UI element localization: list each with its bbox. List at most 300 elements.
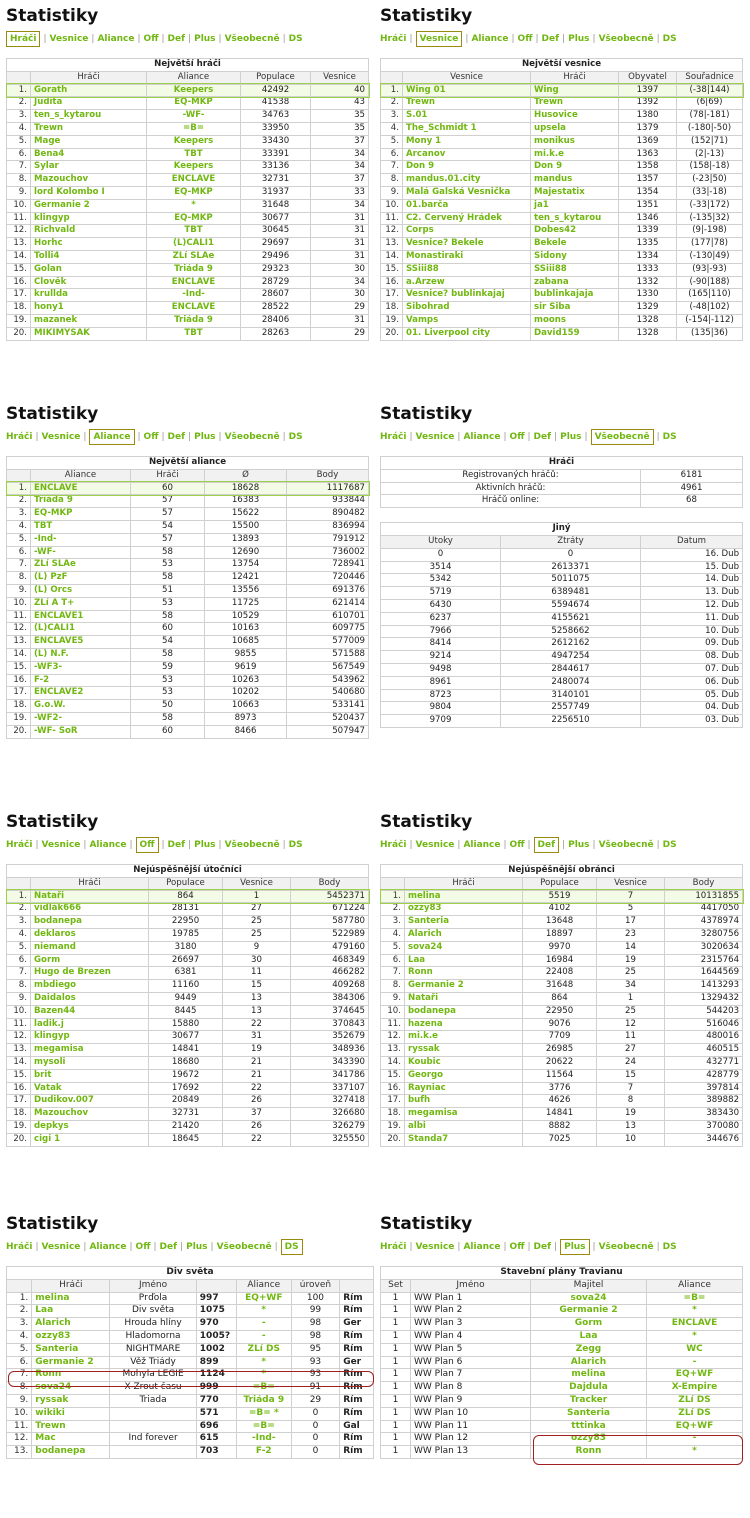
cell[interactable]: David159 [531,327,619,340]
cell[interactable]: (L)CALI1 [147,238,241,251]
cell-link[interactable]: Laa [32,1305,110,1318]
cell-link[interactable]: lord Kolombo I [31,186,147,199]
cell: 16984 [523,954,597,967]
cell[interactable]: =B= [147,122,241,135]
nav-tab-0[interactable]: Hráči [380,34,407,44]
cell-link[interactable]: Vesnice? Bekele [403,238,531,251]
cell-link[interactable]: sova24 [32,1382,110,1395]
cell: 54 [131,520,205,533]
nav-tab-6[interactable]: Všeobecně [216,1242,272,1252]
nav-tab-1[interactable]: Vesnice [415,1242,455,1252]
cell-link[interactable]: Ronn [531,1446,647,1459]
table-row [381,548,743,561]
cell: 13 [597,1120,665,1133]
cell-link[interactable]: Vatak [31,1082,149,1095]
cell: 10. Dub [641,625,743,638]
cell[interactable]: Dobes42 [531,225,619,238]
nav-tab-5[interactable]: Plus [568,840,590,850]
cell-link[interactable]: G.o.W. [31,700,131,713]
cell-link[interactable]: Mazouchov [31,174,147,187]
column-header: Populace [149,877,223,890]
nav-tab-0[interactable]: Hráči [6,31,40,47]
table-row [7,263,369,276]
cell[interactable]: -WF- [147,110,241,123]
nav-tab-2[interactable]: Aliance [463,432,501,442]
cell-link[interactable]: niemand [31,941,149,954]
cell-link[interactable]: Standa7 [405,1133,523,1146]
cell-link[interactable]: brit [31,1069,149,1082]
cell-link[interactable]: Tolli4 [31,250,147,263]
nav-tab-5[interactable]: Plus [194,432,216,442]
nav-tab-3[interactable]: Off [509,840,525,850]
nav-tab-3[interactable]: Off [136,837,159,853]
cell: 15622 [205,508,287,521]
cell-link[interactable]: melina [405,890,523,903]
cell-link[interactable]: bufh [405,1095,523,1108]
cell: 60 [131,623,205,636]
nav-tab-4[interactable]: Def [533,1242,552,1252]
cell-link[interactable]: Ronn [32,1369,110,1382]
cell[interactable]: EQ-MKP [147,186,241,199]
nav-tab-2[interactable]: Aliance [89,1242,127,1252]
cell: 522989 [291,928,369,941]
cell-link[interactable]: ozzy83 [531,1433,647,1446]
table-row [7,1433,374,1446]
nav-tab-3[interactable]: Off [509,432,525,442]
cell-link[interactable]: Santeria [531,1407,647,1420]
nav-tab-7[interactable]: DS [662,432,677,442]
cell-link[interactable]: Richvald [31,225,147,238]
cell-link[interactable]: 01. Liverpool city [403,327,531,340]
nav-tab-4[interactable]: Def [167,34,186,44]
cell: 26985 [523,1044,597,1057]
nav-tab-2[interactable]: Aliance [89,429,134,445]
nav-tab-3[interactable]: Off [143,432,159,442]
cell-link[interactable]: TBT [31,520,131,533]
cell[interactable]: -Ind- [147,289,241,302]
cell[interactable]: Trewn [531,97,619,110]
cell[interactable]: Wing [531,84,619,97]
cell: 17. [381,289,403,302]
cell[interactable]: Sidony [531,250,619,263]
cell[interactable]: * [147,199,241,212]
cell: X-Empire [647,1382,743,1395]
cell-link[interactable]: bodanepa [405,1005,523,1018]
cell[interactable]: mandus [531,174,619,187]
nav-tab-2[interactable]: Aliance [89,840,127,850]
cell: 57 [131,508,205,521]
nav-tab-0[interactable]: Hráči [6,432,33,442]
nav-separator: | [274,1242,278,1252]
cell-link[interactable]: (L) PzF [31,572,131,585]
cell: 1351 [619,199,677,212]
cell-link[interactable]: Rayniac [405,1082,523,1095]
nav-tab-5[interactable]: Plus [186,1242,208,1252]
nav-separator: | [35,1242,39,1252]
cell-link[interactable]: Vesnice? bublinkajaj [403,289,531,302]
cell-link[interactable]: Arcanov [403,148,531,161]
nav-tab-6[interactable]: Všeobecně [224,34,280,44]
nav-tab-5[interactable]: Plus [194,34,216,44]
cell-link[interactable]: ENCLAVE1 [31,610,131,623]
nav-tab-7[interactable]: DS [281,1239,303,1255]
cell[interactable]: zabana [531,276,619,289]
cell-link[interactable]: Zegg [531,1343,647,1356]
cell[interactable]: Husovice [531,110,619,123]
cell-link[interactable]: ozzy83 [32,1330,110,1343]
nav-tab-5[interactable]: Plus [194,840,216,850]
nav-tab-0[interactable]: Hráči [6,1242,33,1252]
cell-link[interactable]: Gorm [31,954,149,967]
cell: 370080 [665,1120,743,1133]
cell-link[interactable]: Nataři [31,890,149,903]
stat-label: Registrovaných hráčů: [381,469,641,482]
cell[interactable]: EQ-MKP [147,97,241,110]
general-players-table [380,456,743,508]
cell-link[interactable]: F-2 [31,674,131,687]
cell: 2612162 [501,638,641,651]
nav-tab-6[interactable]: Všeobecně [598,1242,654,1252]
cell-link[interactable]: Mony 1 [403,135,531,148]
cell: 28729 [241,276,311,289]
cell: * [236,1305,291,1318]
cell[interactable]: Don 9 [531,161,619,174]
cell-link[interactable]: Germanie 2 [405,980,523,993]
cell-link[interactable]: Santeria [405,916,523,929]
cell-link[interactable]: tttinka [531,1420,647,1433]
cell-link[interactable]: 01.barča [403,199,531,212]
cell-link[interactable]: Germanie 2 [531,1305,647,1318]
cell[interactable]: upsela [531,122,619,135]
table-title: Hráči [381,457,743,470]
cell: 16. [7,1082,31,1095]
cell-link[interactable]: sova24 [531,1292,647,1305]
cell-link[interactable]: Trewn [32,1420,110,1433]
cell-link[interactable]: Alarich [405,928,523,941]
table-row [7,84,369,97]
cell-link[interactable]: wikiki [32,1407,110,1420]
cell-link[interactable]: -WF- [31,546,131,559]
cell-link[interactable]: ENCLAVE5 [31,636,131,649]
cell-link[interactable]: Georgo [405,1069,523,1082]
nav-tab-4[interactable]: Def [534,837,560,853]
cell-link[interactable]: melina [32,1292,110,1305]
cell-link[interactable]: bodanepa [32,1446,110,1459]
cell-link[interactable]: klingyp [31,212,147,225]
cell-link[interactable]: EQ-MKP [31,508,131,521]
cell[interactable]: ENCLAVE [147,174,241,187]
cell-link[interactable]: C2. Červený Hrádek [403,212,531,225]
cell-link[interactable]: ten_s_kytarou [31,110,147,123]
cell-link[interactable]: (L) N.F. [31,648,131,661]
table-header-row [7,1279,374,1292]
cell-link[interactable]: Laa [405,954,523,967]
cell-link[interactable]: Člověk [31,276,147,289]
nav-tab-7[interactable]: DS [288,34,303,44]
nav-tab-4[interactable]: Def [167,432,186,442]
cell[interactable]: ten_s_kytarou [531,212,619,225]
cell[interactable]: ENCLAVE [147,302,241,315]
cell[interactable]: Bekele [531,238,619,251]
cell-link[interactable]: cigi 1 [31,1133,149,1146]
cell-link[interactable]: Gorath [31,84,147,97]
cell[interactable]: TBT [147,148,241,161]
cell: 533141 [287,700,369,713]
cell-link[interactable]: Sibohrad [403,302,531,315]
cell: 31 [311,250,369,263]
cell-link[interactable]: Wing 01 [403,84,531,97]
table-row [381,199,743,212]
cell-link[interactable]: Vamps [403,314,531,327]
nav-tab-6[interactable]: Všeobecně [224,432,280,442]
cell-link[interactable]: Ronn [405,967,523,980]
nav-tab-7[interactable]: DS [662,1242,677,1252]
cell-link[interactable]: mi.k.e [405,1031,523,1044]
table-row [7,597,369,610]
cell-link[interactable]: megamisa [405,1108,523,1121]
nav-tab-7[interactable]: DS [662,34,677,44]
cell[interactable]: Triáda 9 [147,314,241,327]
cell: * [236,1356,291,1369]
cell: 31648 [241,199,311,212]
nav-tab-4[interactable]: Def [533,432,552,442]
cell-link[interactable]: mbdiego [31,980,149,993]
cell-link[interactable]: albi [405,1120,523,1133]
nav-separator: | [161,34,165,44]
cell-link[interactable]: Horhc [31,238,147,251]
cell[interactable]: ENCLAVE [147,276,241,289]
cell-link[interactable]: megamisa [31,1044,149,1057]
cell-link[interactable]: Koubic [405,1056,523,1069]
cell-link[interactable]: ladik.j [31,1018,149,1031]
cell[interactable]: TBT [147,327,241,340]
cell: 1 [381,1420,411,1433]
table-row [7,648,369,661]
cell-link[interactable]: ENCLAVE [31,482,131,495]
cell: 37 [311,174,369,187]
cell: 21420 [149,1120,223,1133]
cell: =B= [236,1420,291,1433]
cell-link[interactable]: klingyp [31,1031,149,1044]
cell-link[interactable]: Tracker [531,1394,647,1407]
cell[interactable]: sir Siba [531,302,619,315]
table-row [381,482,743,495]
cell[interactable]: mi.k.e [531,148,619,161]
cell[interactable]: ZLí SLAe [147,250,241,263]
cell-link[interactable]: ryssak [405,1044,523,1057]
nav-tab-3[interactable]: Off [135,1242,151,1252]
nav-tab-7[interactable]: DS [288,840,303,850]
cell-link[interactable]: sova24 [405,941,523,954]
cell-link[interactable]: -WF2- [31,712,131,725]
cell: 507947 [287,725,369,738]
cell-link[interactable]: Hugo de Brezen [31,967,149,980]
nav-tab-0[interactable]: Hráči [380,432,407,442]
cell: * [647,1305,743,1318]
cell-link[interactable]: ENCLAVE2 [31,687,131,700]
nav-tab-1[interactable]: Vesnice [41,840,81,850]
cell-link[interactable]: Dajdula [531,1382,647,1395]
nav-tab-6[interactable]: Všeobecně [598,34,654,44]
table-row [7,1069,369,1082]
nav-tab-7[interactable]: DS [662,840,677,850]
cell[interactable]: SSiii88 [531,263,619,276]
cell: 5. [381,941,405,954]
cell-link[interactable]: Mac [32,1433,110,1446]
nav-tab-2[interactable]: Aliance [97,34,135,44]
nav-tab-0[interactable]: Hráči [6,840,33,850]
table-row [7,110,369,123]
cell-link[interactable]: ryssak [32,1394,110,1407]
cell[interactable]: TBT [147,225,241,238]
cell-link[interactable]: (L) Orcs [31,584,131,597]
cell: 1 [381,1356,411,1369]
nav-tab-1[interactable]: Vesnice [416,31,463,47]
cell-link[interactable]: Mazouchov [31,1108,149,1121]
nav-tab-0[interactable]: Hráči [380,1242,407,1252]
cell[interactable]: Majestatix [531,186,619,199]
cell-link[interactable]: Trewn [403,97,531,110]
cell: 34 [311,199,369,212]
cell: 12. [7,225,31,238]
cell-link[interactable]: -Ind- [31,533,131,546]
table-row [381,916,743,929]
cell-link[interactable]: -WF- SoR [31,725,131,738]
cell-link[interactable]: Bena4 [31,148,147,161]
cell-link[interactable]: mysoli [31,1056,149,1069]
cell-link[interactable]: Laa [531,1330,647,1343]
cell[interactable]: moons [531,314,619,327]
cell-link[interactable]: bodanepa [31,916,149,929]
cell[interactable]: Keepers [147,135,241,148]
nav-tab-7[interactable]: DS [288,432,303,442]
column-header: Hráči [131,469,205,482]
cell-link[interactable]: Trewn [31,122,147,135]
cell: 460515 [665,1044,743,1057]
cell: Div světa [110,1305,196,1318]
cell: 57 [131,495,205,508]
cell-link[interactable]: depkys [31,1120,149,1133]
cell-link[interactable]: (L)CALI1 [31,623,131,636]
cell-link[interactable]: Don 9 [403,161,531,174]
cell: 31 [223,1031,291,1044]
cell-link[interactable]: Santeria [32,1343,110,1356]
nav-tab-1[interactable]: Vesnice [415,840,455,850]
cell-link[interactable]: Nataři [405,992,523,1005]
nav-tab-1[interactable]: Vesnice [41,432,81,442]
nav-tab-4[interactable]: Def [167,840,186,850]
cell: 51 [131,584,205,597]
cell-link[interactable]: -WF3- [31,661,131,674]
cell-link[interactable]: MIKIMYSAK [31,327,147,340]
cell: 352679 [291,1031,369,1044]
cell: 99 [291,1305,340,1318]
nav-tab-2[interactable]: Aliance [463,1242,501,1252]
cell-link[interactable]: Corps [403,225,531,238]
nav-tab-2[interactable]: Aliance [463,840,501,850]
cell[interactable]: bublinkajaja [531,289,619,302]
cell[interactable]: Triáda 9 [147,263,241,276]
cell-link[interactable]: deklaros [31,928,149,941]
nav-tab-1[interactable]: Vesnice [41,1242,81,1252]
cell[interactable]: Keepers [147,84,241,97]
cell: * [236,1369,291,1382]
cell-link[interactable]: mandus.01.city [403,174,531,187]
cell-link[interactable]: ZLí SLAe [31,559,131,572]
nav-separator: | [511,34,515,44]
nav-tab-5[interactable]: Plus [560,432,582,442]
cell-link[interactable]: Monastiraki [403,250,531,263]
cell-link[interactable]: mazanek [31,314,147,327]
table-row [381,928,743,941]
cell: 37 [223,1108,291,1121]
cell: 29 [291,1394,340,1407]
cell-link[interactable]: The_Schmidt 1 [403,122,531,135]
cell: 4. [7,928,31,941]
cell-link[interactable]: S.01 [403,110,531,123]
nav-tab-5[interactable]: Plus [568,34,590,44]
cell-link[interactable]: a.Arzew [403,276,531,289]
nav-tab-6[interactable]: Všeobecně [598,840,654,850]
table-row [381,314,743,327]
cell-link[interactable]: Judita [31,97,147,110]
nav-tab-1[interactable]: Vesnice [49,34,89,44]
cell-link[interactable]: Bazen44 [31,1005,149,1018]
cell: 12. Dub [641,599,743,612]
cell[interactable]: ja1 [531,199,619,212]
cell[interactable]: EQ-MKP [147,212,241,225]
cell-link[interactable]: Alarich [531,1356,647,1369]
cell-link[interactable]: Triáda 9 [31,495,131,508]
cell-link[interactable]: ozzy83 [405,903,523,916]
nav-tab-6[interactable]: Všeobecně [224,840,280,850]
nav-tab-3[interactable]: Off [509,1242,525,1252]
nav-tab-5[interactable]: Plus [560,1239,589,1255]
cell-link[interactable]: Malá Galská Vesnička [403,186,531,199]
table-row [381,1420,743,1433]
nav-tab-6[interactable]: Všeobecně [591,429,654,445]
cell-link[interactable]: krullda [31,289,147,302]
nav-tab-0[interactable]: Hráči [380,840,407,850]
cell-link[interactable]: Dudikov.007 [31,1095,149,1108]
cell-link[interactable]: Germanie 2 [31,199,147,212]
cell-link[interactable]: melina [531,1369,647,1382]
cell-link[interactable]: hazena [405,1018,523,1031]
cell-link[interactable]: Sylar [31,161,147,174]
nav-tab-4[interactable]: Def [159,1242,178,1252]
cell-link[interactable]: Daidalos [31,992,149,1005]
nav-tab-2[interactable]: Aliance [471,34,509,44]
cell-link[interactable]: Golan [31,263,147,276]
cell[interactable]: monikus [531,135,619,148]
cell: 383430 [665,1108,743,1121]
cell-link[interactable]: SSiii88 [403,263,531,276]
cell-link[interactable]: Mage [31,135,147,148]
cell-link[interactable]: Alarich [32,1318,110,1331]
cell-link[interactable]: Gorm [531,1318,647,1331]
cell-link[interactable]: ZLí A T+ [31,597,131,610]
nav-tab-3[interactable]: Off [143,34,159,44]
nav-tab-3[interactable]: Off [517,34,533,44]
cell-link[interactable]: vidlák666 [31,903,149,916]
nav-tab-1[interactable]: Vesnice [415,432,455,442]
cell[interactable]: Keepers [147,161,241,174]
table-row [7,967,369,980]
cell-link[interactable]: hony1 [31,302,147,315]
cell: 28406 [241,314,311,327]
cell-link[interactable]: Germanie 2 [32,1356,110,1369]
nav-tab-4[interactable]: Def [541,34,560,44]
